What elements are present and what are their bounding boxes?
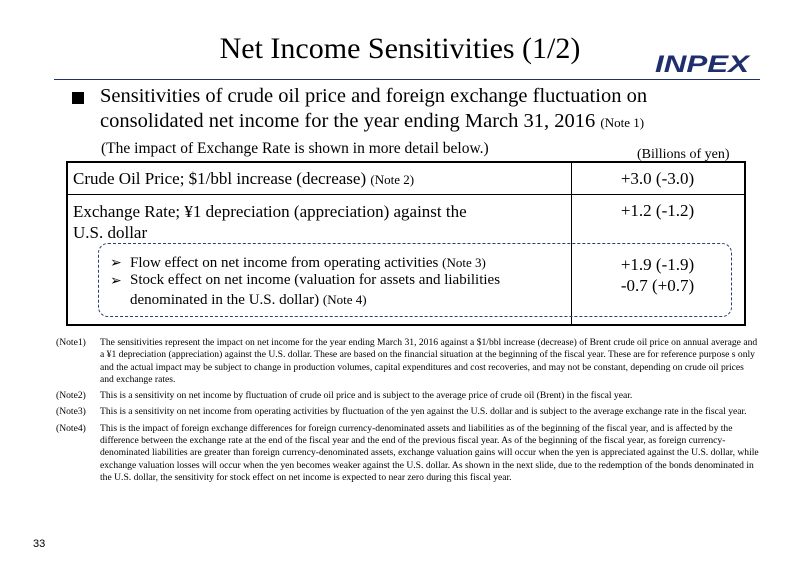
headline-subnote: (The impact of Exchange Rate is shown in more detail below.) [101, 140, 489, 157]
arrow-bullet-icon: ➢ [110, 256, 122, 271]
footnotes [56, 337, 760, 488]
sensitivity-table [66, 161, 746, 326]
row-divider [68, 194, 744, 195]
headline-line2: consolidated net income for the year ending March 31, 2016 (Note 1) [100, 110, 645, 132]
page-number: 33 [33, 538, 46, 550]
row-exchange-rate-value: +1.2 (-1.2) [620, 201, 695, 220]
inpex-logo [653, 49, 753, 77]
footnote-3: (Note3) This is a sensitivity on net income from operating activities by fluctuation of the yen against the U.S. dollar and is subject to the average exchange rate in the fiscal year. [56, 406, 747, 418]
unit-label: (Billions of yen) [637, 147, 730, 162]
note-ref-1: (Note 1) [600, 115, 645, 130]
flow-effect-value: +1.9 (-1.9) [620, 255, 695, 274]
row-crude-oil-value: +3.0 (-3.0) [620, 169, 695, 188]
row-crude-oil-label: Crude Oil Price; $1/bbl increase (decrease) (Note 2) [73, 169, 415, 188]
square-bullet-icon [72, 92, 84, 104]
slide-title: Net Income Sensitivities (1/2) [219, 32, 581, 65]
footnote-4: (Note4) This is the impact of foreign exchange differences for foreign currency-denominated assets and liabilities as of the beginning of the fiscal year, and is affected by the difference between the exchange rate at the end of the fiscal year and the end of the previous fiscal year. As of the beginning of the fiscal year, as foreign currency-denominated liabilities are greater than foreign currency-denominated assets, exchange valuation gains will occur when the yen is appreciated against the U.S. dollar, while exchange valuation losses will occur when the yen becomes weaker against the U.S. dollar. As shown in the next slide, due to the redemption of the bonds denominated in the U.S. dollar, the sensitivity for stock effect on net income is expected to near zero during this fiscal year. [56, 422, 759, 483]
headline [100, 84, 647, 135]
footnote-2: (Note2) This is a sensitivity on net income by fluctuation of crude oil price and is subject to the average price of crude oil (Brent) in the fiscal year. [56, 390, 633, 402]
row-exchange-rate-label: Exchange Rate; ¥1 depreciation (appreciation) against the U.S. dollar [73, 202, 467, 242]
arrow-bullet-icon: ➢ [110, 274, 122, 289]
flow-effect-label: Flow effect on net income from operating activities (Note 3) [130, 255, 486, 271]
stock-effect-value: -0.7 (+0.7) [620, 276, 695, 295]
footnote-1: (Note1) The sensitivities represent the impact on net income for the year ending March 31, 2016 against a $1/bbl increase (decrease) of Brent crude oil price on annual average and a ¥1 depreciation (appreciation) against the U.S. dollar. These are based on the financial situation at the beginning of the fiscal year. These are for reference purpose s only and the actual impact may be subject to change in production volumes, capital expenditures and cost recoveries, and may not be constant, depending on crude oil prices and exchange rates. [56, 337, 758, 385]
stock-effect-label: Stock effect on net income (valuation for assets and liabilities denominated in the U.S. dollar) (Note 4) [130, 272, 501, 308]
logo-text: INPEX [655, 51, 752, 77]
headline-line1: Sensitivities of crude oil price and foreign exchange fluctuation on [100, 85, 648, 107]
title-rule [54, 79, 760, 80]
